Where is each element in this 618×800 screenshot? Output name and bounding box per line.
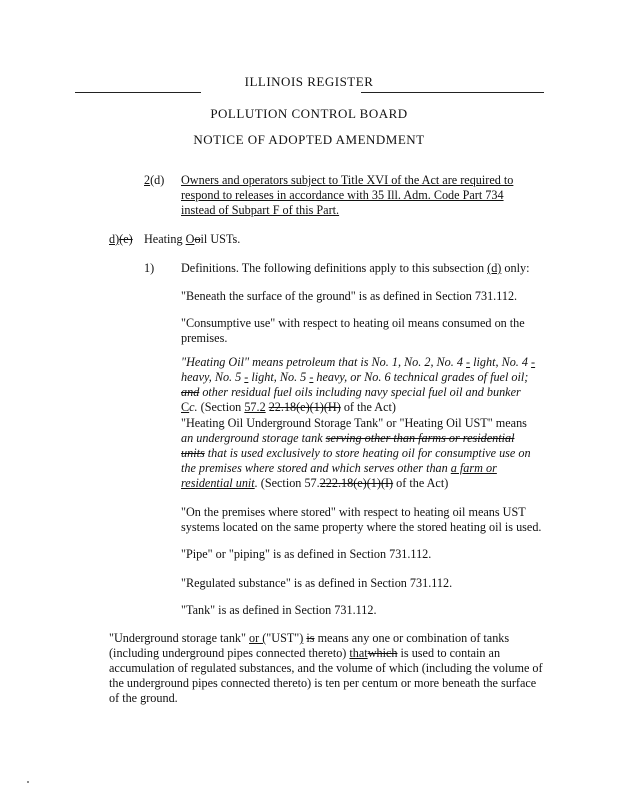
scan-speck	[27, 781, 29, 783]
header-rule-right	[361, 92, 544, 93]
def-beneath: "Beneath the surface of the ground" is as defined in Section 731.112.	[181, 289, 518, 303]
header-rule-left	[75, 92, 201, 93]
item-1-text: Definitions. The following definitions apply to this subsection (d) only:	[181, 261, 530, 275]
def-heating-oil-ust: "Heating Oil Underground Storage Tank" or "Heating Oil UST" means an underground storage tank serving other than farms or residential units that is used exclusively to store heating oil for consumptive use on the premises where stored and which serves other than a farm or residential unit. (Section 57.222.18(e)(1)(I) of the Act)	[181, 416, 531, 490]
para-2d-text: Owners and operators subject to Title XVI of the Act are required to respond to releases in accordance with 35 Ill. Adm. Code Part 734 instead of Subpart F of this Part.	[181, 173, 514, 217]
item-1-number: 1)	[144, 261, 155, 275]
agency-title: POLLUTION CONTROL BOARD	[210, 106, 408, 121]
para-d-heading: Heating Ooil USTs.	[144, 232, 241, 246]
para-d-label: d)(e)	[109, 232, 133, 246]
def-regulated-substance: "Regulated substance" is as defined in Section 731.112.	[181, 576, 453, 590]
def-consumptive: "Consumptive use" with respect to heating oil means consumed on the premises.	[181, 316, 525, 345]
def-underground-storage-tank: "Underground storage tank" or ("UST") is means any one or combination of tanks (including underground pipes connected thereto) thatwhich is used to contain an accumulation of regulated substances, and the volume of which (including the volume of the underground pipes connected thereto) is ten per centum or more beneath the surface of the ground.	[109, 631, 543, 705]
def-pipe: "Pipe" or "piping" is as defined in Section 731.112.	[181, 547, 432, 561]
def-tank: "Tank" is as defined in Section 731.112.	[181, 603, 377, 617]
register-title: ILLINOIS REGISTER	[244, 74, 374, 89]
para-2d-label: 2(d)	[144, 173, 165, 187]
notice-title: NOTICE OF ADOPTED AMENDMENT	[193, 132, 425, 147]
def-on-premises: "On the premises where stored" with respect to heating oil means UST systems located on the same property where the stored heating oil is used.	[181, 505, 542, 534]
def-heating-oil: "Heating Oil" means petroleum that is No. 1, No. 2, No. 4 - light, No. 4 - heavy, No. 5 - light, No. 5 - heavy, or No. 6 technical grades of fuel oil; and other residual fuel oils including navy special fuel oil and bunker Cc. (Section 57.2 22.18(e)(1)(H) of the Act)	[181, 355, 536, 414]
